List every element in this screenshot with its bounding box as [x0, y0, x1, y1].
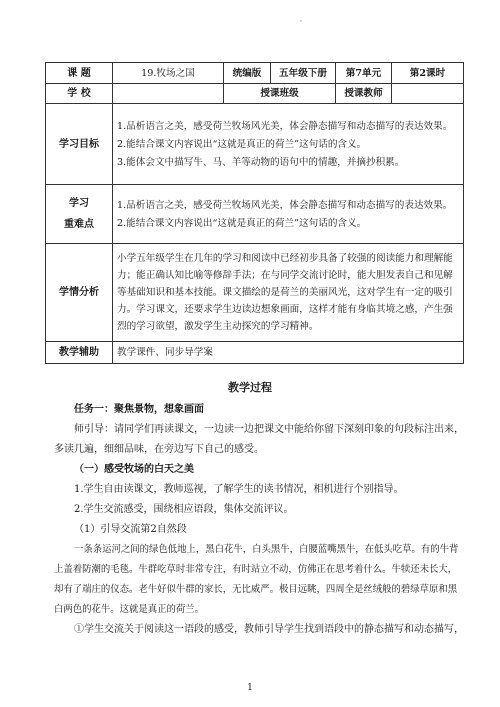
page-number: 1: [247, 683, 253, 693]
sub-step-heading: （1）引导交流第2自然段: [74, 524, 187, 535]
step-item: 2.学生交流感受，围绕相应语段，集体交流评议。: [74, 504, 294, 515]
table-row: [46, 185, 464, 244]
teaching-process: [54, 400, 465, 640]
grade: 五年级下册: [271, 63, 336, 84]
key-points-label: [46, 185, 113, 244]
goals-label: 学习目标: [46, 104, 113, 185]
aids-text: 教学课件、同步导学案: [113, 342, 464, 364]
table-row: [46, 342, 464, 364]
table-row: [46, 104, 464, 185]
period: 第2课时: [392, 63, 464, 84]
task-heading: 任务一：聚焦景物，想象画面: [74, 404, 204, 415]
lesson-label: 课 题: [46, 63, 113, 84]
lesson-title: 19.牧场之国: [113, 63, 224, 84]
edition: 统编版: [224, 63, 271, 84]
key-points-cell: [113, 185, 464, 244]
key-label-line: 学习: [69, 198, 89, 209]
discussion-point: ①学生交流关于阅读这一语段的感受，教师引导学生找到语段中的静态描写和动态描写，: [74, 624, 464, 635]
teacher-label: 授课教师: [336, 84, 392, 104]
analysis-text: 小学五年级学生在几年的学习和阅读中已经初步具备了较强的阅读能力和理解能力；能正确认知比喻等修辞手法；在与同学交流讨论时，能大胆发表自己和见解等基础知识和基本技能。课文描绘的是荷兰的美丽风光，这对学生有一定的吸引力。学习课文，还要求学生边读边想象画面，这样才能有身临其境之感，产生强烈的学习欲望，激发学生主动探究的学习精神。: [113, 244, 464, 342]
text-quote: 一条条运河之间的绿色低地上，黑白花牛，白头黑牛，白腰蓝嘴黑牛，在低头吃草。有的牛背上盖着防潮的毛毯。牛群吃草时非常专注，有时站立不动，仿佛正在思考着什么。牛犊还未长大，却有了端庄的仪态。老牛好似牛群的家长，无比威严。极目远眺，四周全是丝绒般的碧绿草原和黑白两色的花牛。这就是真正的荷兰。: [54, 544, 459, 615]
goal-item: 2.能结合课文内容说出“这就是真正的荷兰”这句话的含义。: [117, 138, 367, 150]
table-row: [46, 84, 464, 104]
lesson-plan-table: [45, 62, 464, 364]
step-item: 1.学生自由读课文，教师巡视，了解学生的读书情况，相机进行个别指导。: [74, 484, 404, 495]
analysis-label: 学情分析: [46, 244, 113, 342]
subsection-heading: （一）感受牧场的白天之美: [74, 464, 194, 475]
table-row: [46, 63, 464, 84]
key-label-line: 重难点: [64, 219, 94, 230]
school-value: [113, 84, 224, 104]
teacher-guidance: 师引导：请同学们再读课文，一边读一边把课文中能给你留下深刻印象的句段标注出来，多读几遍，细细品味，在旁边写下自己的感受。: [54, 424, 464, 455]
school-label: 学 校: [46, 84, 113, 104]
aids-label: 教学辅助: [46, 342, 113, 364]
goal-item: 1.品析语言之美，感受荷兰牧场风光美，体会静态描写和动态描写的表达效果。: [117, 120, 453, 132]
unit: 第7单元: [336, 63, 392, 84]
scan-speck: [300, 20, 302, 22]
table-row: [46, 244, 464, 342]
key-point-item: 1.品析语言之美，感受荷兰牧场风光美，体会静态描写和动态描写的表达效果。: [117, 199, 453, 211]
teacher-value: [392, 84, 464, 104]
key-point-item: 2.能结合课文内容说出“这就是真正的荷兰”这句话的含义。: [117, 217, 367, 229]
section-title: 教学过程: [228, 381, 272, 394]
goal-item: 3.能体会文中描写牛、马、羊等动物的语句中的情趣，并摘抄积累。: [117, 156, 405, 168]
goals-cell: [113, 104, 464, 185]
class-label: 授课班级: [224, 84, 336, 104]
